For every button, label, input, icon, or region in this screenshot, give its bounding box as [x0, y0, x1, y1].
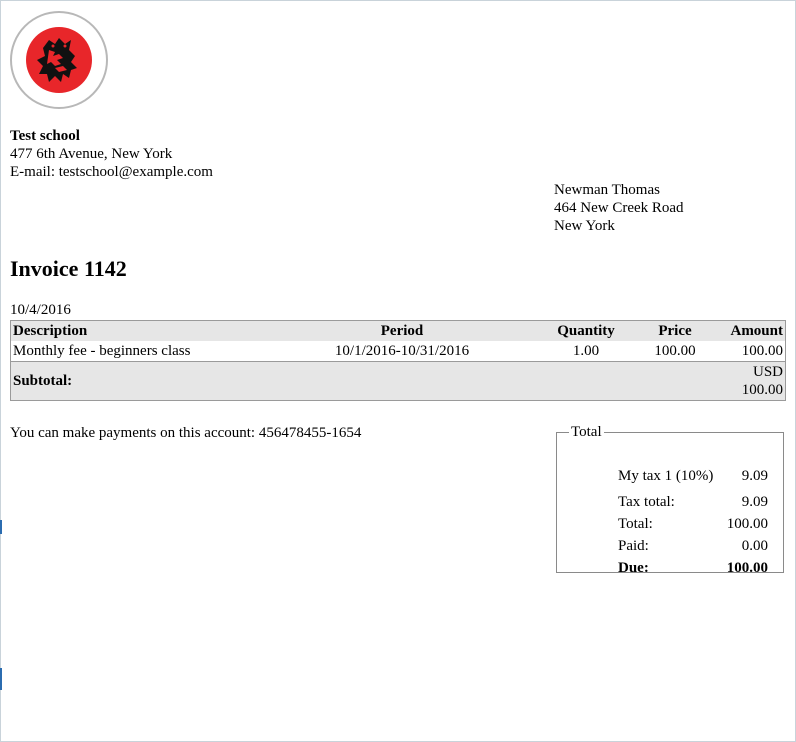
- paid-value: 0.00: [741, 538, 768, 554]
- totals-legend: Total: [571, 424, 602, 440]
- school-address: 477 6th Avenue, New York: [10, 146, 173, 162]
- totals-box: [556, 424, 784, 576]
- school-logo: [10, 11, 108, 109]
- table-row: [11, 341, 786, 362]
- invoice-items-table: [10, 320, 786, 401]
- total-label: Total:: [618, 516, 653, 532]
- column-header-description: Description: [13, 323, 88, 339]
- total-value: 100.00: [726, 516, 768, 532]
- tiger-emblem-icon: [25, 26, 93, 94]
- table-header-row: [11, 321, 786, 342]
- due-label: Due:: [618, 560, 649, 576]
- school-name: Test school: [10, 128, 80, 144]
- customer-name: Newman Thomas: [554, 182, 660, 198]
- cell-price: 100.00: [654, 343, 696, 359]
- payment-note: You can make payments on this account: 456478455-1654: [10, 425, 362, 441]
- cell-period: 10/1/2016-10/31/2016: [334, 343, 470, 359]
- column-header-amount: Amount: [730, 323, 783, 339]
- cell-quantity: 1.00: [572, 343, 600, 359]
- subtotal-row: [11, 362, 786, 401]
- subtotal-value: USD 100.00: [741, 364, 783, 398]
- column-header-quantity: Quantity: [557, 323, 615, 339]
- invoice-date: 10/4/2016: [10, 302, 71, 318]
- due-value: 100.00: [726, 560, 768, 576]
- customer-city: New York: [554, 218, 615, 234]
- customer-address: [554, 181, 684, 235]
- column-header-period: Period: [380, 323, 424, 339]
- school-info: [10, 127, 213, 181]
- column-header-price: Price: [658, 323, 692, 339]
- school-email: E-mail: testschool@example.com: [10, 164, 213, 180]
- window-edge-mark: [0, 668, 2, 690]
- tax-total-value: 9.09: [741, 494, 768, 510]
- cell-amount: 100.00: [741, 343, 783, 359]
- window-edge-mark: [0, 520, 2, 534]
- tax-label: My tax 1 (10%): [618, 468, 714, 484]
- invoice-title: Invoice 1142: [10, 256, 127, 281]
- subtotal-label: Subtotal:: [13, 373, 73, 389]
- tax-value: 9.09: [741, 468, 768, 484]
- cell-description: Monthly fee - beginners class: [13, 343, 191, 359]
- paid-label: Paid:: [618, 538, 649, 554]
- customer-street: 464 New Creek Road: [554, 200, 684, 216]
- tax-total-label: Tax total:: [618, 494, 675, 510]
